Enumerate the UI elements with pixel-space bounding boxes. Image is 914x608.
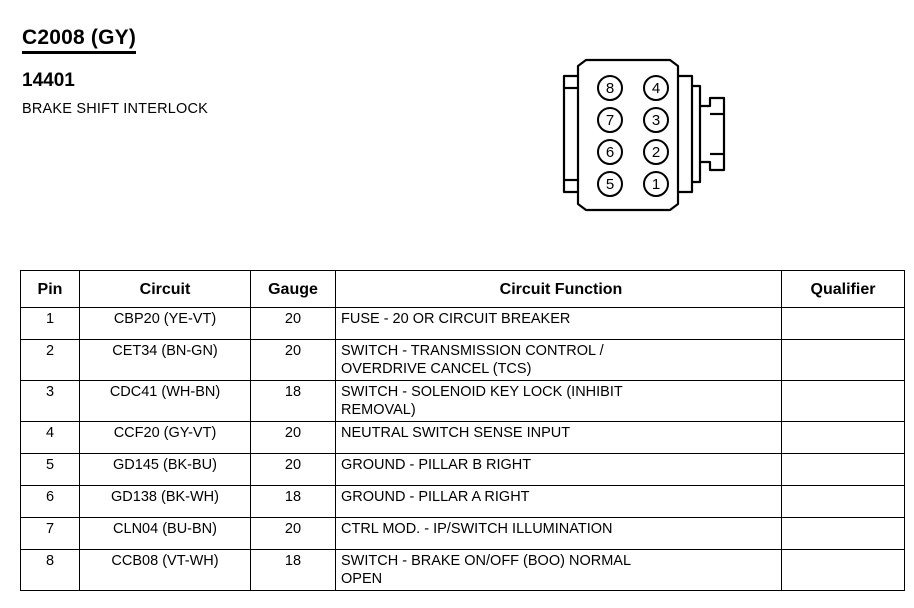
cell-circuit: CCB08 (VT-WH) (80, 550, 251, 591)
function-line-1: SWITCH - BRAKE ON/OFF (BOO) NORMAL (341, 553, 632, 569)
cell-gauge: 20 (251, 518, 336, 550)
cell-qualifier (782, 518, 905, 550)
cell-pin: 4 (21, 422, 80, 454)
cell-function (336, 550, 782, 591)
cell-gauge: 18 (251, 486, 336, 518)
cell-circuit: CLN04 (BU-BN) (80, 518, 251, 550)
table-row (21, 381, 905, 422)
cell-gauge: 18 (251, 381, 336, 422)
connector-diagram (552, 58, 772, 238)
cell-gauge: 20 (251, 308, 336, 340)
pin-label-7: 7 (605, 112, 615, 129)
cell-qualifier (782, 550, 905, 591)
cell-function (336, 381, 782, 422)
cell-qualifier (782, 340, 905, 381)
cell-circuit: CBP20 (YE-VT) (80, 308, 251, 340)
cell-qualifier (782, 486, 905, 518)
cell-function (336, 518, 782, 550)
cell-circuit: GD145 (BK-BU) (80, 454, 251, 486)
function-line-1: SWITCH - SOLENOID KEY LOCK (INHIBIT (341, 384, 623, 400)
cell-qualifier (782, 422, 905, 454)
column-header-qualifier: Qualifier (782, 271, 905, 308)
header-block (22, 26, 208, 118)
pin-label-1: 1 (651, 176, 661, 193)
column-header-function: Circuit Function (336, 271, 782, 308)
table-row (21, 340, 905, 381)
cell-pin: 1 (21, 308, 80, 340)
cell-pin: 8 (21, 550, 80, 591)
cell-function (336, 454, 782, 486)
column-header-gauge: Gauge (251, 271, 336, 308)
table-row (21, 454, 905, 486)
cell-qualifier (782, 308, 905, 340)
cell-circuit: CCF20 (GY-VT) (80, 422, 251, 454)
connector-id-title: C2008 (GY) (22, 26, 136, 54)
table-row (21, 486, 905, 518)
cell-pin: 6 (21, 486, 80, 518)
cell-qualifier (782, 454, 905, 486)
function-line-1: CTRL MOD. - IP/SWITCH ILLUMINATION (341, 521, 613, 537)
table-header-row (21, 271, 905, 308)
cell-function (336, 340, 782, 381)
cell-gauge: 20 (251, 340, 336, 381)
pin-label-5: 5 (605, 176, 615, 193)
pin-label-2: 2 (651, 144, 661, 161)
cell-circuit: GD138 (BK-WH) (80, 486, 251, 518)
table-row (21, 518, 905, 550)
cell-pin: 5 (21, 454, 80, 486)
component-name: BRAKE SHIFT INTERLOCK (22, 101, 209, 117)
table-row (21, 550, 905, 591)
pin-label-8: 8 (605, 80, 615, 97)
cell-pin: 3 (21, 381, 80, 422)
cell-gauge: 20 (251, 422, 336, 454)
pin-label-3: 3 (651, 112, 661, 129)
cell-pin: 2 (21, 340, 80, 381)
function-line-1: FUSE - 20 OR CIRCUIT BREAKER (341, 311, 571, 327)
cell-circuit: CDC41 (WH-BN) (80, 381, 251, 422)
function-line-2: OPEN (341, 570, 383, 587)
function-line-2: REMOVAL) (341, 401, 416, 418)
cell-gauge: 18 (251, 550, 336, 591)
cell-function (336, 422, 782, 454)
cell-function (336, 308, 782, 340)
function-line-2: OVERDRIVE CANCEL (TCS) (341, 360, 532, 377)
pin-label-6: 6 (605, 144, 615, 161)
table-row (21, 308, 905, 340)
table-row (21, 422, 905, 454)
cell-circuit: CET34 (BN-GN) (80, 340, 251, 381)
pin-table (20, 270, 905, 591)
function-line-1: GROUND - PILLAR A RIGHT (341, 489, 530, 505)
part-number: 14401 (22, 70, 75, 91)
cell-qualifier (782, 381, 905, 422)
cell-pin: 7 (21, 518, 80, 550)
function-line-1: SWITCH - TRANSMISSION CONTROL / (341, 343, 604, 359)
pin-label-4: 4 (651, 80, 661, 97)
cell-gauge: 20 (251, 454, 336, 486)
column-header-pin: Pin (21, 271, 80, 308)
function-line-1: NEUTRAL SWITCH SENSE INPUT (341, 425, 571, 441)
column-header-circuit: Circuit (80, 271, 251, 308)
function-line-1: GROUND - PILLAR B RIGHT (341, 457, 532, 473)
cell-function (336, 486, 782, 518)
